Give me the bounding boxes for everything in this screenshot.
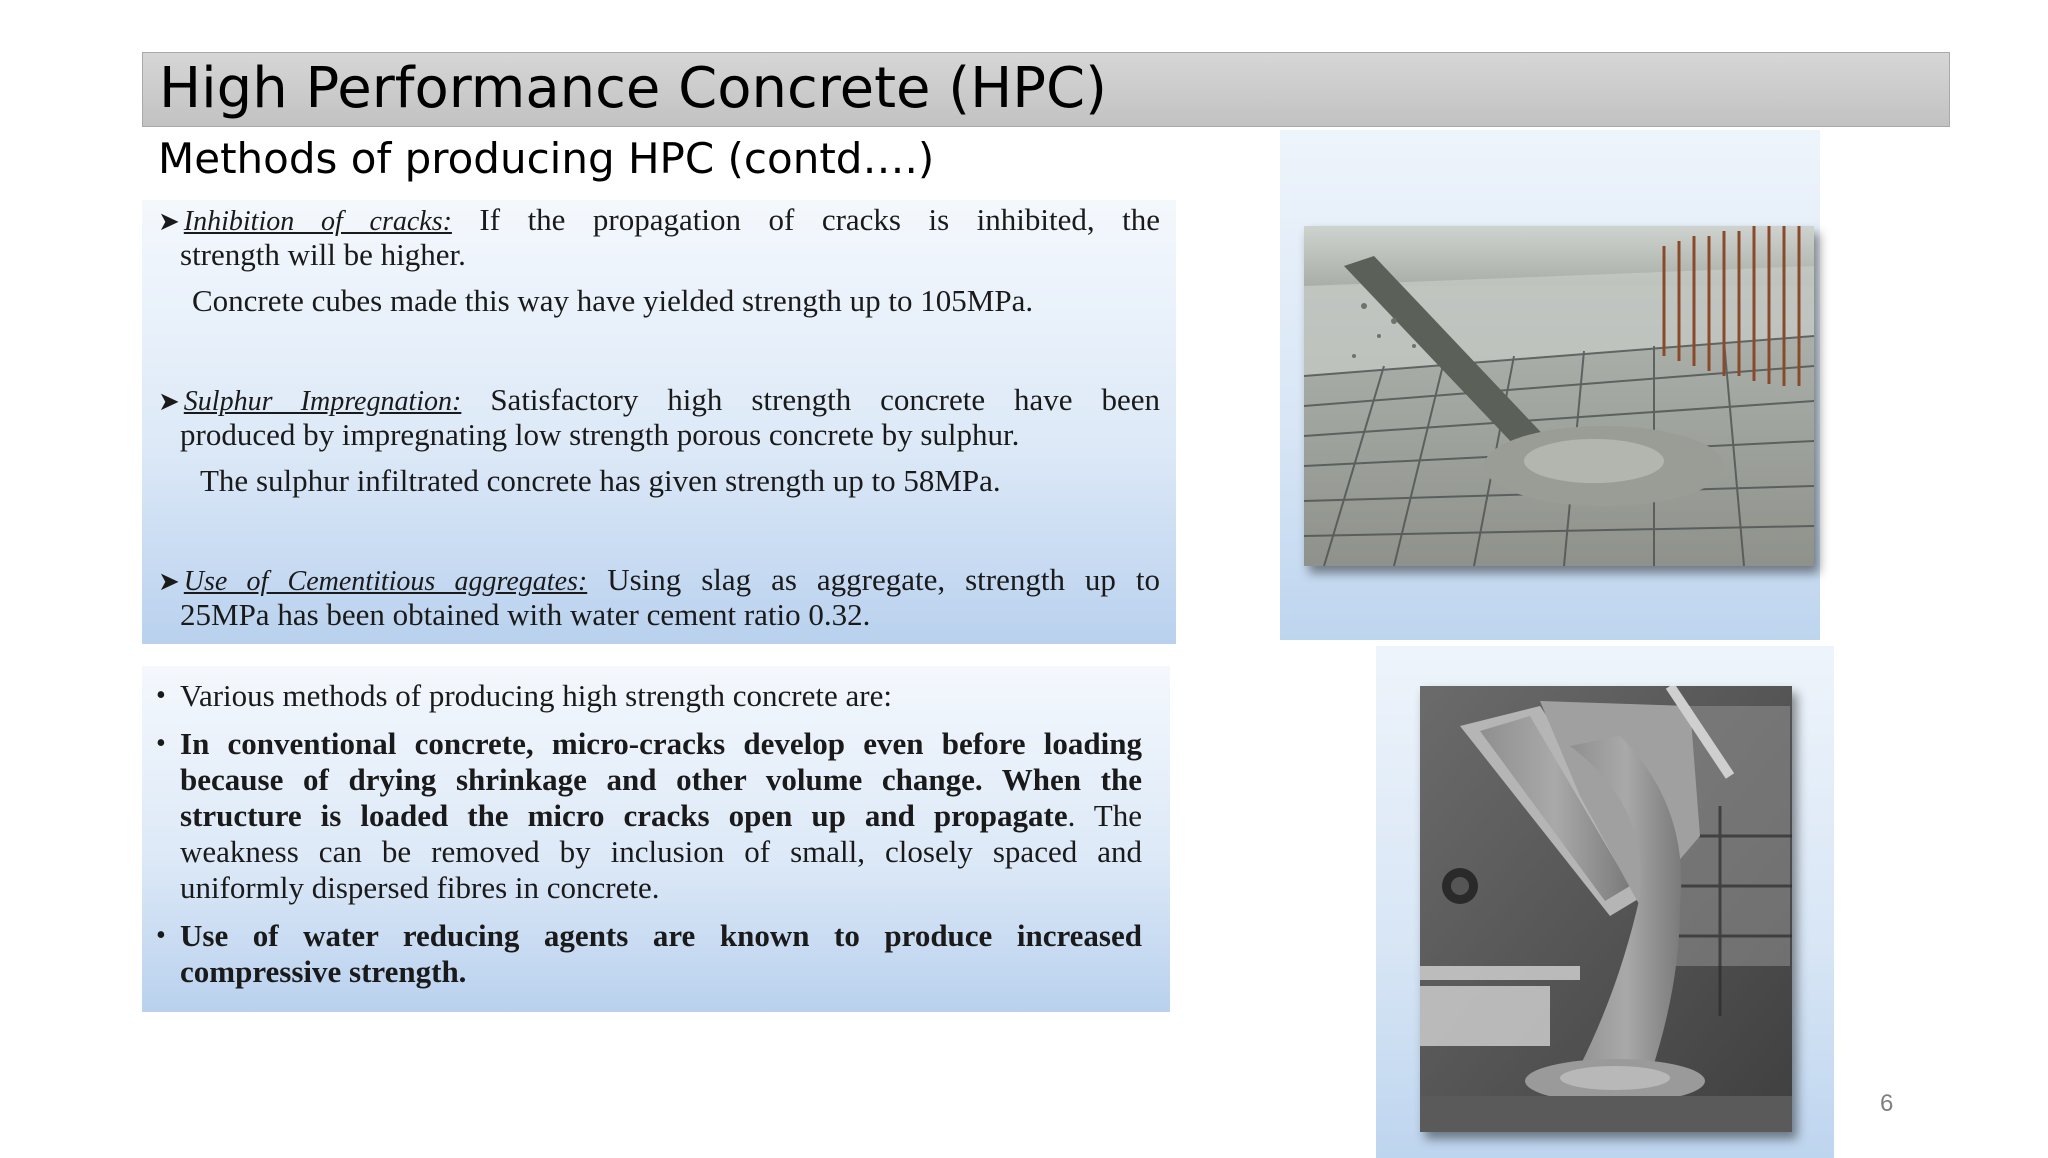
bullet-text: because of drying shrinkage and other volume change. When the [180, 762, 1142, 797]
top-photo-panel [1280, 130, 1820, 640]
bullet-text-bold: structure is loaded the micro cracks open up and propagate [180, 798, 1068, 833]
method-term: Sulphur Impregnation: [183, 386, 462, 417]
bullet-text: weakness can be removed by inclusion of small, closely spaced and [180, 834, 1142, 869]
method-term: Inhibition of cracks: [183, 206, 452, 237]
bullet-text: Use of water reducing agents are known to produce increased [180, 918, 1142, 953]
slide-title: High Performance Concrete (HPC) [159, 56, 1107, 121]
concrete-pour-photo [1304, 226, 1814, 566]
slide-subtitle: Methods of producing HPC (contd….) [158, 134, 935, 183]
bullet-text: Various methods of producing high strength concrete are: [180, 678, 892, 713]
bullet-text: In conventional concrete, micro-cracks develop even before loading [180, 726, 1142, 761]
arrow-bullet-icon: ➤ [158, 387, 180, 416]
bullet-text [180, 798, 1142, 834]
bullet-dot-icon: • [156, 728, 166, 759]
methods-text-box [142, 200, 1176, 644]
bullet-dot-icon: • [156, 920, 166, 951]
method-text: Satisfactory high strength concrete have been [490, 382, 1161, 417]
bottom-photo-panel [1376, 646, 1834, 1158]
method-note: Concrete cubes made this way have yielded strength up to 105MPa. [192, 283, 1034, 318]
page-number: 6 [1880, 1090, 1894, 1117]
bullet-dot-icon: • [156, 680, 166, 711]
method-note: The sulphur infiltrated concrete has given strength up to 58MPa. [200, 463, 1001, 498]
arrow-bullet-icon: ➤ [158, 567, 180, 596]
method-line [158, 202, 1160, 240]
bullets-text-box [142, 666, 1170, 1012]
method-line: produced by impregnating low strength porous concrete by sulphur. [180, 417, 1020, 452]
arrow-bullet-icon: ➤ [158, 207, 180, 236]
method-line [158, 562, 1160, 600]
method-term: Use of Cementitious aggregates: [183, 566, 588, 597]
bullet-text: uniformly dispersed fibres in concrete. [180, 870, 660, 905]
bullet-text-plain: . The [1067, 798, 1142, 833]
method-line: 25MPa has been obtained with water cement ratio 0.32. [180, 597, 871, 632]
title-bar [142, 52, 1950, 127]
method-line: strength will be higher. [180, 237, 466, 272]
method-line [158, 382, 1160, 420]
method-text: Using slag as aggregate, strength up to [607, 562, 1160, 597]
method-text: If the propagation of cracks is inhibited, the [479, 202, 1160, 237]
bullet-text: compressive strength. [180, 954, 467, 989]
concrete-chute-photo [1420, 686, 1792, 1132]
